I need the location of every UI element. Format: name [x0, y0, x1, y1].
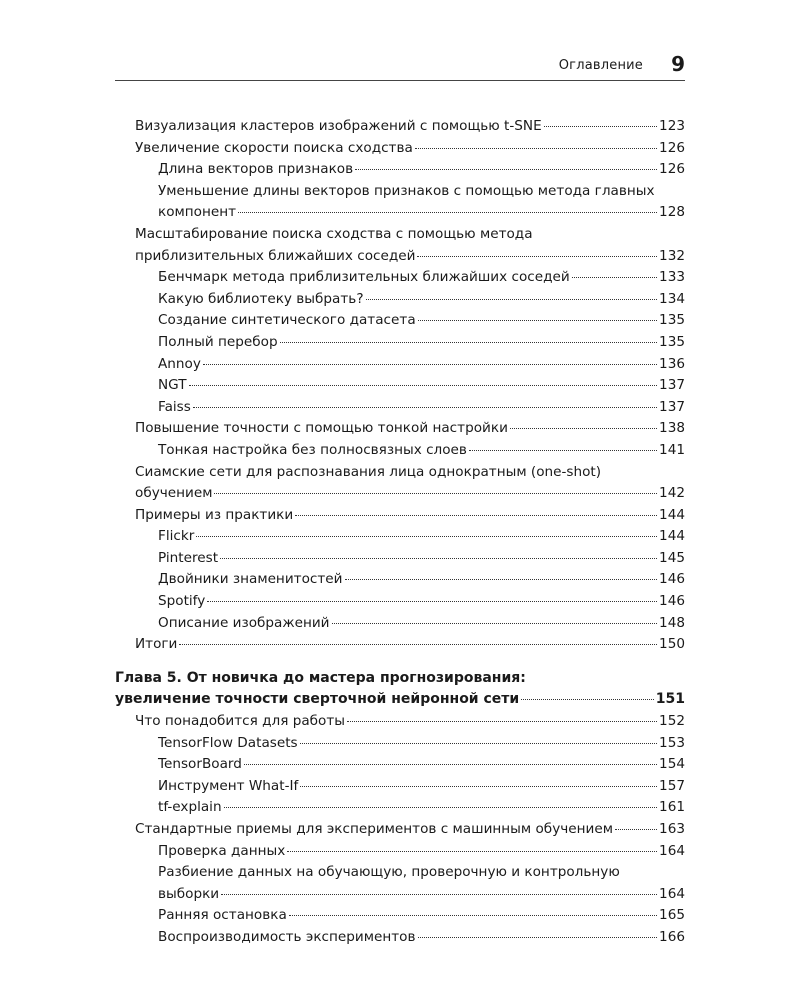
toc-entry [115, 862, 685, 905]
toc-entry-title: Flickr [158, 528, 195, 545]
toc-entry-page: 141 [659, 441, 685, 458]
toc-entry [115, 310, 685, 332]
toc-entry-title: Pinterest [158, 549, 219, 566]
toc-entry-page: 166 [659, 928, 685, 945]
dot-leader [300, 743, 657, 744]
dot-leader [207, 601, 657, 602]
toc-entry-page: 152 [659, 713, 685, 730]
dot-leader [203, 364, 657, 365]
dot-leader [220, 558, 657, 559]
toc-entry-title: TensorFlow Datasets [158, 734, 298, 751]
dot-leader [295, 515, 657, 516]
toc-entry [115, 462, 685, 505]
dot-leader [415, 148, 657, 149]
toc-entry-title: Двойники знаменитостей [158, 571, 343, 588]
toc-entry-page: 153 [659, 734, 685, 751]
dot-leader [345, 579, 658, 580]
toc-entry-title: Что понадобится для работы [135, 713, 346, 730]
toc-entry [115, 548, 685, 570]
toc-entry-title: Какую библиотеку выбрать? [158, 290, 364, 307]
toc-entry-page: 148 [659, 614, 685, 631]
toc-entry-title: обучением [135, 485, 213, 502]
dot-leader [179, 644, 657, 645]
toc-entry-title: компонент [158, 204, 237, 221]
dot-leader [521, 699, 654, 700]
toc-entry-page: 164 [659, 842, 685, 859]
toc-entry [115, 418, 685, 440]
dot-leader [193, 407, 657, 408]
toc-entry-title-line: Уменьшение длины векторов признаков с помощью метода главных [158, 182, 655, 199]
toc-entry-title: Воспроизводимость экспериментов [158, 928, 416, 945]
dot-leader [469, 450, 657, 451]
toc-entry-title: Annoy [158, 355, 201, 372]
toc-entry-title-line: Сиамские сети для распознавания лица однократным (one-shot) [135, 463, 602, 480]
toc-entry-page: 144 [659, 528, 685, 545]
toc-entry-title: Увеличение скорости поиска сходства [135, 139, 413, 156]
dot-leader [418, 320, 657, 321]
table-of-contents [115, 116, 685, 949]
toc-entry-title: выборки [158, 885, 220, 902]
toc-entry-page: 126 [659, 161, 685, 178]
toc-entry-page: 123 [659, 118, 685, 134]
toc-entry-page: 128 [659, 204, 685, 221]
toc-entry-title: Полный перебор [158, 333, 278, 350]
toc-entry [115, 927, 685, 949]
running-header [115, 52, 685, 78]
toc-entry-title: TensorBoard [158, 756, 242, 773]
dot-leader [196, 536, 657, 537]
dot-leader [418, 937, 658, 938]
toc-entry-title: Описание изображений [158, 614, 330, 631]
toc-entry-page: 135 [659, 312, 685, 329]
toc-entry-page: 142 [659, 485, 685, 502]
toc-entry [115, 116, 685, 138]
toc-entry [115, 267, 685, 289]
toc-entry [115, 841, 685, 863]
toc-entry-page: 163 [659, 821, 685, 837]
toc-entry-page: 145 [659, 549, 685, 566]
toc-chapter-entry [115, 668, 685, 711]
toc-entry-title: Инструмент What-If [158, 777, 299, 794]
toc-entry [115, 138, 685, 160]
running-header-section: Оглавление [558, 58, 643, 73]
toc-entry [115, 905, 685, 927]
toc-entry [115, 354, 685, 376]
dot-leader [287, 851, 657, 852]
toc-entry-page: 164 [659, 885, 685, 902]
toc-entry-title: Длина векторов признаков [158, 161, 354, 178]
toc-entry-page: 154 [659, 756, 685, 773]
toc-entry [115, 754, 685, 776]
toc-entry-page: 133 [659, 269, 685, 286]
toc-entry [115, 634, 685, 656]
dot-leader [366, 299, 658, 300]
toc-entry [115, 224, 685, 267]
toc-entry-page: 137 [659, 398, 685, 415]
dot-leader [300, 786, 657, 787]
toc-entry-page: 136 [659, 355, 685, 372]
toc-entry [115, 332, 685, 354]
toc-entry [115, 526, 685, 548]
toc-entry-title: Бенчмарк метода приблизительных ближайших соседей [158, 269, 570, 286]
toc-entry [115, 591, 685, 613]
toc-entry [115, 613, 685, 635]
toc-entry-title-line: Разбиение данных на обучающую, проверочную и контрольную [158, 864, 620, 881]
toc-entry [115, 159, 685, 181]
dot-leader [280, 342, 657, 343]
toc-entry [115, 181, 685, 224]
toc-entry-title: Ранняя остановка [158, 907, 287, 924]
dot-leader [544, 126, 657, 127]
toc-entry-title: Стандартные приемы для экспериментов с машинным обучением [135, 821, 613, 837]
toc-entry-page: 134 [659, 290, 685, 307]
toc-entry-page: 150 [659, 636, 685, 653]
dot-leader [224, 807, 657, 808]
toc-entry-page: 126 [659, 139, 685, 156]
dot-leader [510, 428, 657, 429]
toc-entry-title: tf-explain [158, 799, 222, 816]
toc-entry-title: Повышение точности с помощью тонкой настройки [135, 420, 508, 437]
toc-entry-page: 151 [655, 691, 685, 708]
toc-entry-page: 165 [659, 907, 685, 924]
toc-entry-title: Проверка данных [158, 842, 286, 859]
toc-entry-page: 135 [659, 333, 685, 350]
toc-entry-title: Примеры из практики [135, 506, 294, 523]
dot-leader [189, 385, 658, 386]
toc-entry-title: Итоги [135, 636, 178, 653]
toc-entry-page: 146 [659, 571, 685, 588]
header-rule [115, 80, 685, 81]
toc-entry-title: Визуализация кластеров изображений с помощью t-SNE [135, 118, 542, 134]
toc-entry-title: NGT [158, 377, 187, 394]
toc-entry-page: 157 [659, 777, 685, 794]
toc-entry-title-line: Масштабирование поиска сходства с помощью метода [135, 225, 533, 242]
toc-entry-title: Тонкая настройка без полносвязных слоев [158, 441, 467, 458]
dot-leader [244, 764, 657, 765]
dot-leader [355, 169, 657, 170]
toc-entry-page: 138 [659, 420, 685, 437]
toc-entry [115, 505, 685, 527]
toc-entry-title: Spotify [158, 593, 206, 610]
page-number: 9 [671, 52, 685, 76]
toc-entry [115, 797, 685, 819]
toc-entry-title-line: Глава 5. От новичка до мастера прогнозирования: [115, 669, 526, 686]
toc-entry [115, 289, 685, 311]
toc-entry [115, 375, 685, 397]
toc-entry [115, 440, 685, 462]
toc-entry [115, 733, 685, 755]
toc-entry-page: 161 [659, 799, 685, 816]
dot-leader [615, 829, 657, 830]
dot-leader [332, 623, 658, 624]
toc-entry [115, 569, 685, 591]
toc-entry-page: 132 [659, 247, 685, 264]
toc-entry-title: Faiss [158, 398, 191, 415]
toc-entry-title: приблизительных ближайших соседей [135, 247, 416, 264]
toc-entry [115, 776, 685, 798]
dot-leader [347, 721, 657, 722]
dot-leader [238, 212, 657, 213]
dot-leader [572, 277, 657, 278]
dot-leader [214, 493, 657, 494]
toc-entry [115, 819, 685, 841]
toc-entry-title: увеличение точности сверточной нейронной сети [115, 691, 520, 708]
toc-entry-page: 137 [659, 377, 685, 394]
toc-entry [115, 397, 685, 419]
dot-leader [289, 915, 657, 916]
toc-entry-page: 144 [659, 506, 685, 523]
toc-entry [115, 711, 685, 733]
toc-entry-page: 146 [659, 593, 685, 610]
dot-leader [417, 256, 657, 257]
dot-leader [221, 894, 657, 895]
toc-entry-title: Создание синтетического датасета [158, 312, 416, 329]
